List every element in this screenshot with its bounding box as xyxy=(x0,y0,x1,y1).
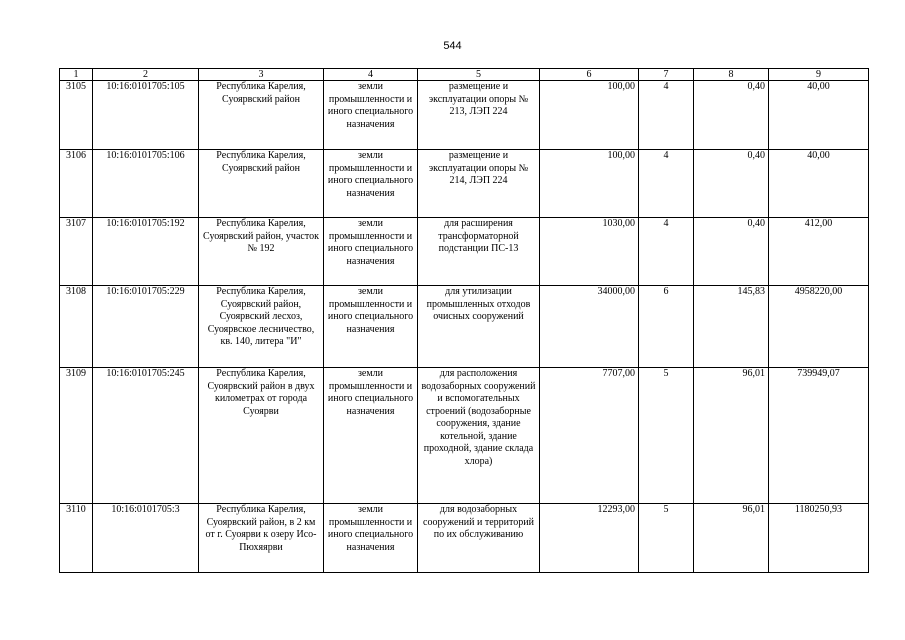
column-header-4: 4 xyxy=(324,69,418,81)
cadastral-number: 10:16:0101705:245 xyxy=(93,368,199,504)
cadastral-number: 10:16:0101705:106 xyxy=(93,150,199,218)
address-cell: Республика Карелия, Суоярвский район, Суоярвский лесхоз, Суоярвское лесничество, кв. 140, литера "И" xyxy=(199,286,324,368)
table-row xyxy=(60,150,869,218)
table-row xyxy=(60,218,869,286)
permitted-use-cell: размещение и эксплуатации опоры № 213, ЛЭП 224 xyxy=(418,81,540,150)
use-group-cell: 6 xyxy=(639,286,694,368)
cadastral-number: 10:16:0101705:229 xyxy=(93,286,199,368)
area-cell: 100,00 xyxy=(540,81,639,150)
value-cell: 40,00 xyxy=(769,150,869,218)
land-category-cell: земли промышленности и иного специального назначения xyxy=(324,218,418,286)
value-cell: 1180250,93 xyxy=(769,504,869,573)
row-number: 3108 xyxy=(60,286,93,368)
table-row xyxy=(60,368,869,504)
value-cell: 4958220,00 xyxy=(769,286,869,368)
cadastral-number: 10:16:0101705:3 xyxy=(93,504,199,573)
rate-cell: 0,40 xyxy=(694,218,769,286)
permitted-use-cell: для утилизации промышленных отходов очисных сооружений xyxy=(418,286,540,368)
permitted-use-cell: для водозаборных сооружений и территорий по их обслуживанию xyxy=(418,504,540,573)
rate-cell: 0,40 xyxy=(694,150,769,218)
land-category-cell: земли промышленности и иного специального назначения xyxy=(324,504,418,573)
land-category-cell: земли промышленности и иного специального назначения xyxy=(324,81,418,150)
permitted-use-cell: для расположения водозаборных сооружений и вспомогательных строений (водозаборные сооружения, здание котельной, здание проходной, здание склада хлора) xyxy=(418,368,540,504)
column-header-9: 9 xyxy=(769,69,869,81)
cadastral-number: 10:16:0101705:105 xyxy=(93,81,199,150)
permitted-use-cell: размещение и эксплуатации опоры № 214, ЛЭП 224 xyxy=(418,150,540,218)
address-cell: Республика Карелия, Суоярвский район, участок № 192 xyxy=(199,218,324,286)
column-header-7: 7 xyxy=(639,69,694,81)
address-cell: Республика Карелия, Суоярвский район в двух километрах от города Суоярви xyxy=(199,368,324,504)
row-number: 3105 xyxy=(60,81,93,150)
area-cell: 7707,00 xyxy=(540,368,639,504)
row-number: 3109 xyxy=(60,368,93,504)
table-row xyxy=(60,81,869,150)
row-number: 3107 xyxy=(60,218,93,286)
use-group-cell: 4 xyxy=(639,81,694,150)
column-header-2: 2 xyxy=(93,69,199,81)
land-category-cell: земли промышленности и иного специального назначения xyxy=(324,368,418,504)
column-header-6: 6 xyxy=(540,69,639,81)
row-number: 3110 xyxy=(60,504,93,573)
table-row xyxy=(60,286,869,368)
column-header-5: 5 xyxy=(418,69,540,81)
page-number: 544 xyxy=(443,40,462,52)
land-category-cell: земли промышленности и иного специального назначения xyxy=(324,150,418,218)
area-cell: 34000,00 xyxy=(540,286,639,368)
rate-cell: 0,40 xyxy=(694,81,769,150)
use-group-cell: 4 xyxy=(639,150,694,218)
header-row xyxy=(60,69,869,81)
land-category-cell: земли промышленности и иного специального назначения xyxy=(324,286,418,368)
column-header-8: 8 xyxy=(694,69,769,81)
address-cell: Республика Карелия, Суоярвский район xyxy=(199,150,324,218)
value-cell: 412,00 xyxy=(769,218,869,286)
use-group-cell: 4 xyxy=(639,218,694,286)
area-cell: 12293,00 xyxy=(540,504,639,573)
area-cell: 1030,00 xyxy=(540,218,639,286)
value-cell: 40,00 xyxy=(769,81,869,150)
column-header-3: 3 xyxy=(199,69,324,81)
address-cell: Республика Карелия, Суоярвский район, в 2 км от г. Суоярви к озеру Исо-Пюхяярви xyxy=(199,504,324,573)
column-header-1: 1 xyxy=(60,69,93,81)
area-cell: 100,00 xyxy=(540,150,639,218)
address-cell: Республика Карелия, Суоярвский район xyxy=(199,81,324,150)
rate-cell: 96,01 xyxy=(694,504,769,573)
row-number: 3106 xyxy=(60,150,93,218)
use-group-cell: 5 xyxy=(639,368,694,504)
table-row xyxy=(60,504,869,573)
permitted-use-cell: для расширения трансформаторной подстанции ПС-13 xyxy=(418,218,540,286)
rate-cell: 96,01 xyxy=(694,368,769,504)
use-group-cell: 5 xyxy=(639,504,694,573)
cadastral-number: 10:16:0101705:192 xyxy=(93,218,199,286)
land-plots-table xyxy=(59,68,869,573)
value-cell: 739949,07 xyxy=(769,368,869,504)
rate-cell: 145,83 xyxy=(694,286,769,368)
